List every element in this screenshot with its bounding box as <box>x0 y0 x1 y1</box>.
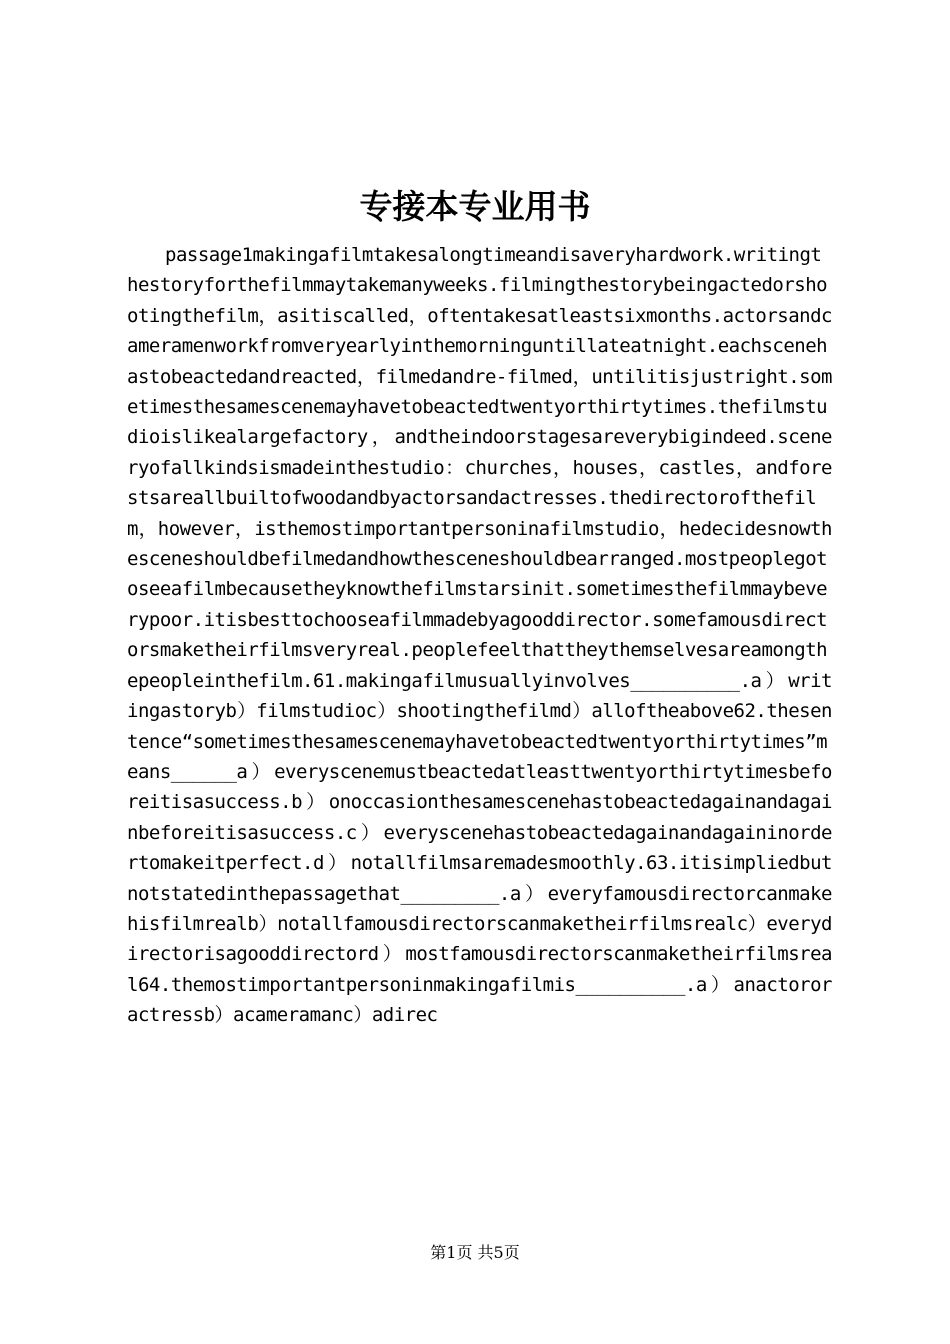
document-title: 专接本专业用书 <box>359 187 591 226</box>
document-body-text: passage1makingafilmtakesalongtimeandisaveryhardwork.writingthestoryforthefilmmaytakemanyweeks.filmingthestorybeingactedorshootingthefilm，asitiscalled，oftentakesatleastsixmonths.actorsandcameramenworkfromveryearlyinthemorninguntillateatnight.eachscenehastobeactedandreacted，filmedandre-filmed，untilitisjustright.sometimesthesamescenemayhavetobeactedtwentyorthirtytimes.thefilmstudioislikealargefactory，andtheindoorstagesareverybigindeed.sceneryofallkindsismadeinthestudio：churches，houses，castles，andforestsareallbuiltofwoodandbyactorsandactresses.thedirectorofthefilm，however，isthemostimportantpersoninafilmstudio，hedecidesnowthesceneshouldbefilmedandhowthesceneshouldbearranged.mostpeoplegotoseeafilmbecausetheyknowthefilmstarsinit.sometimesthefilmmaybeverypoor.itisbesttochooseafilmmadebyagooddirector.somefamousdirectorsmaketheirfilmsveryreal.peoplefeelthattheythemselvesareamongthepeopleinthefilm.61.makingafilmusuallyinvolves__________.a）writingastoryb）filmstudioc）shootingthefilmd）alloftheabove62.thesentence“sometimesthesamescenemayhavetobeactedtwentyorthirtytimes”means______a）everyscenemustbeactedatleasttwentyorthirtytimesbeforeitisasuccess.b）onoccasionthesamescenehastobeactedagainandagainbeforeitisasuccess.c）everyscenehastobeactedagainandagaininordertomakeitperfect.d）notallfilmsaremadesmoothly.63.itisimpliedbutnotstatedinthepassagethat_________.a）everyfamousdirectorcanmakehisfilmrealb）notallfamousdirectorscanmaketheirfilmsrealc）everydirectorisagooddirectord）mostfamousdirectorscanmaketheirfilmsreal64.themostimportantpersoninmakingafilmis__________.a）anactororactressb）acameramanc）adirec <box>127 244 832 1027</box>
page-number-footer: 第1页 共5页 <box>430 1243 520 1262</box>
